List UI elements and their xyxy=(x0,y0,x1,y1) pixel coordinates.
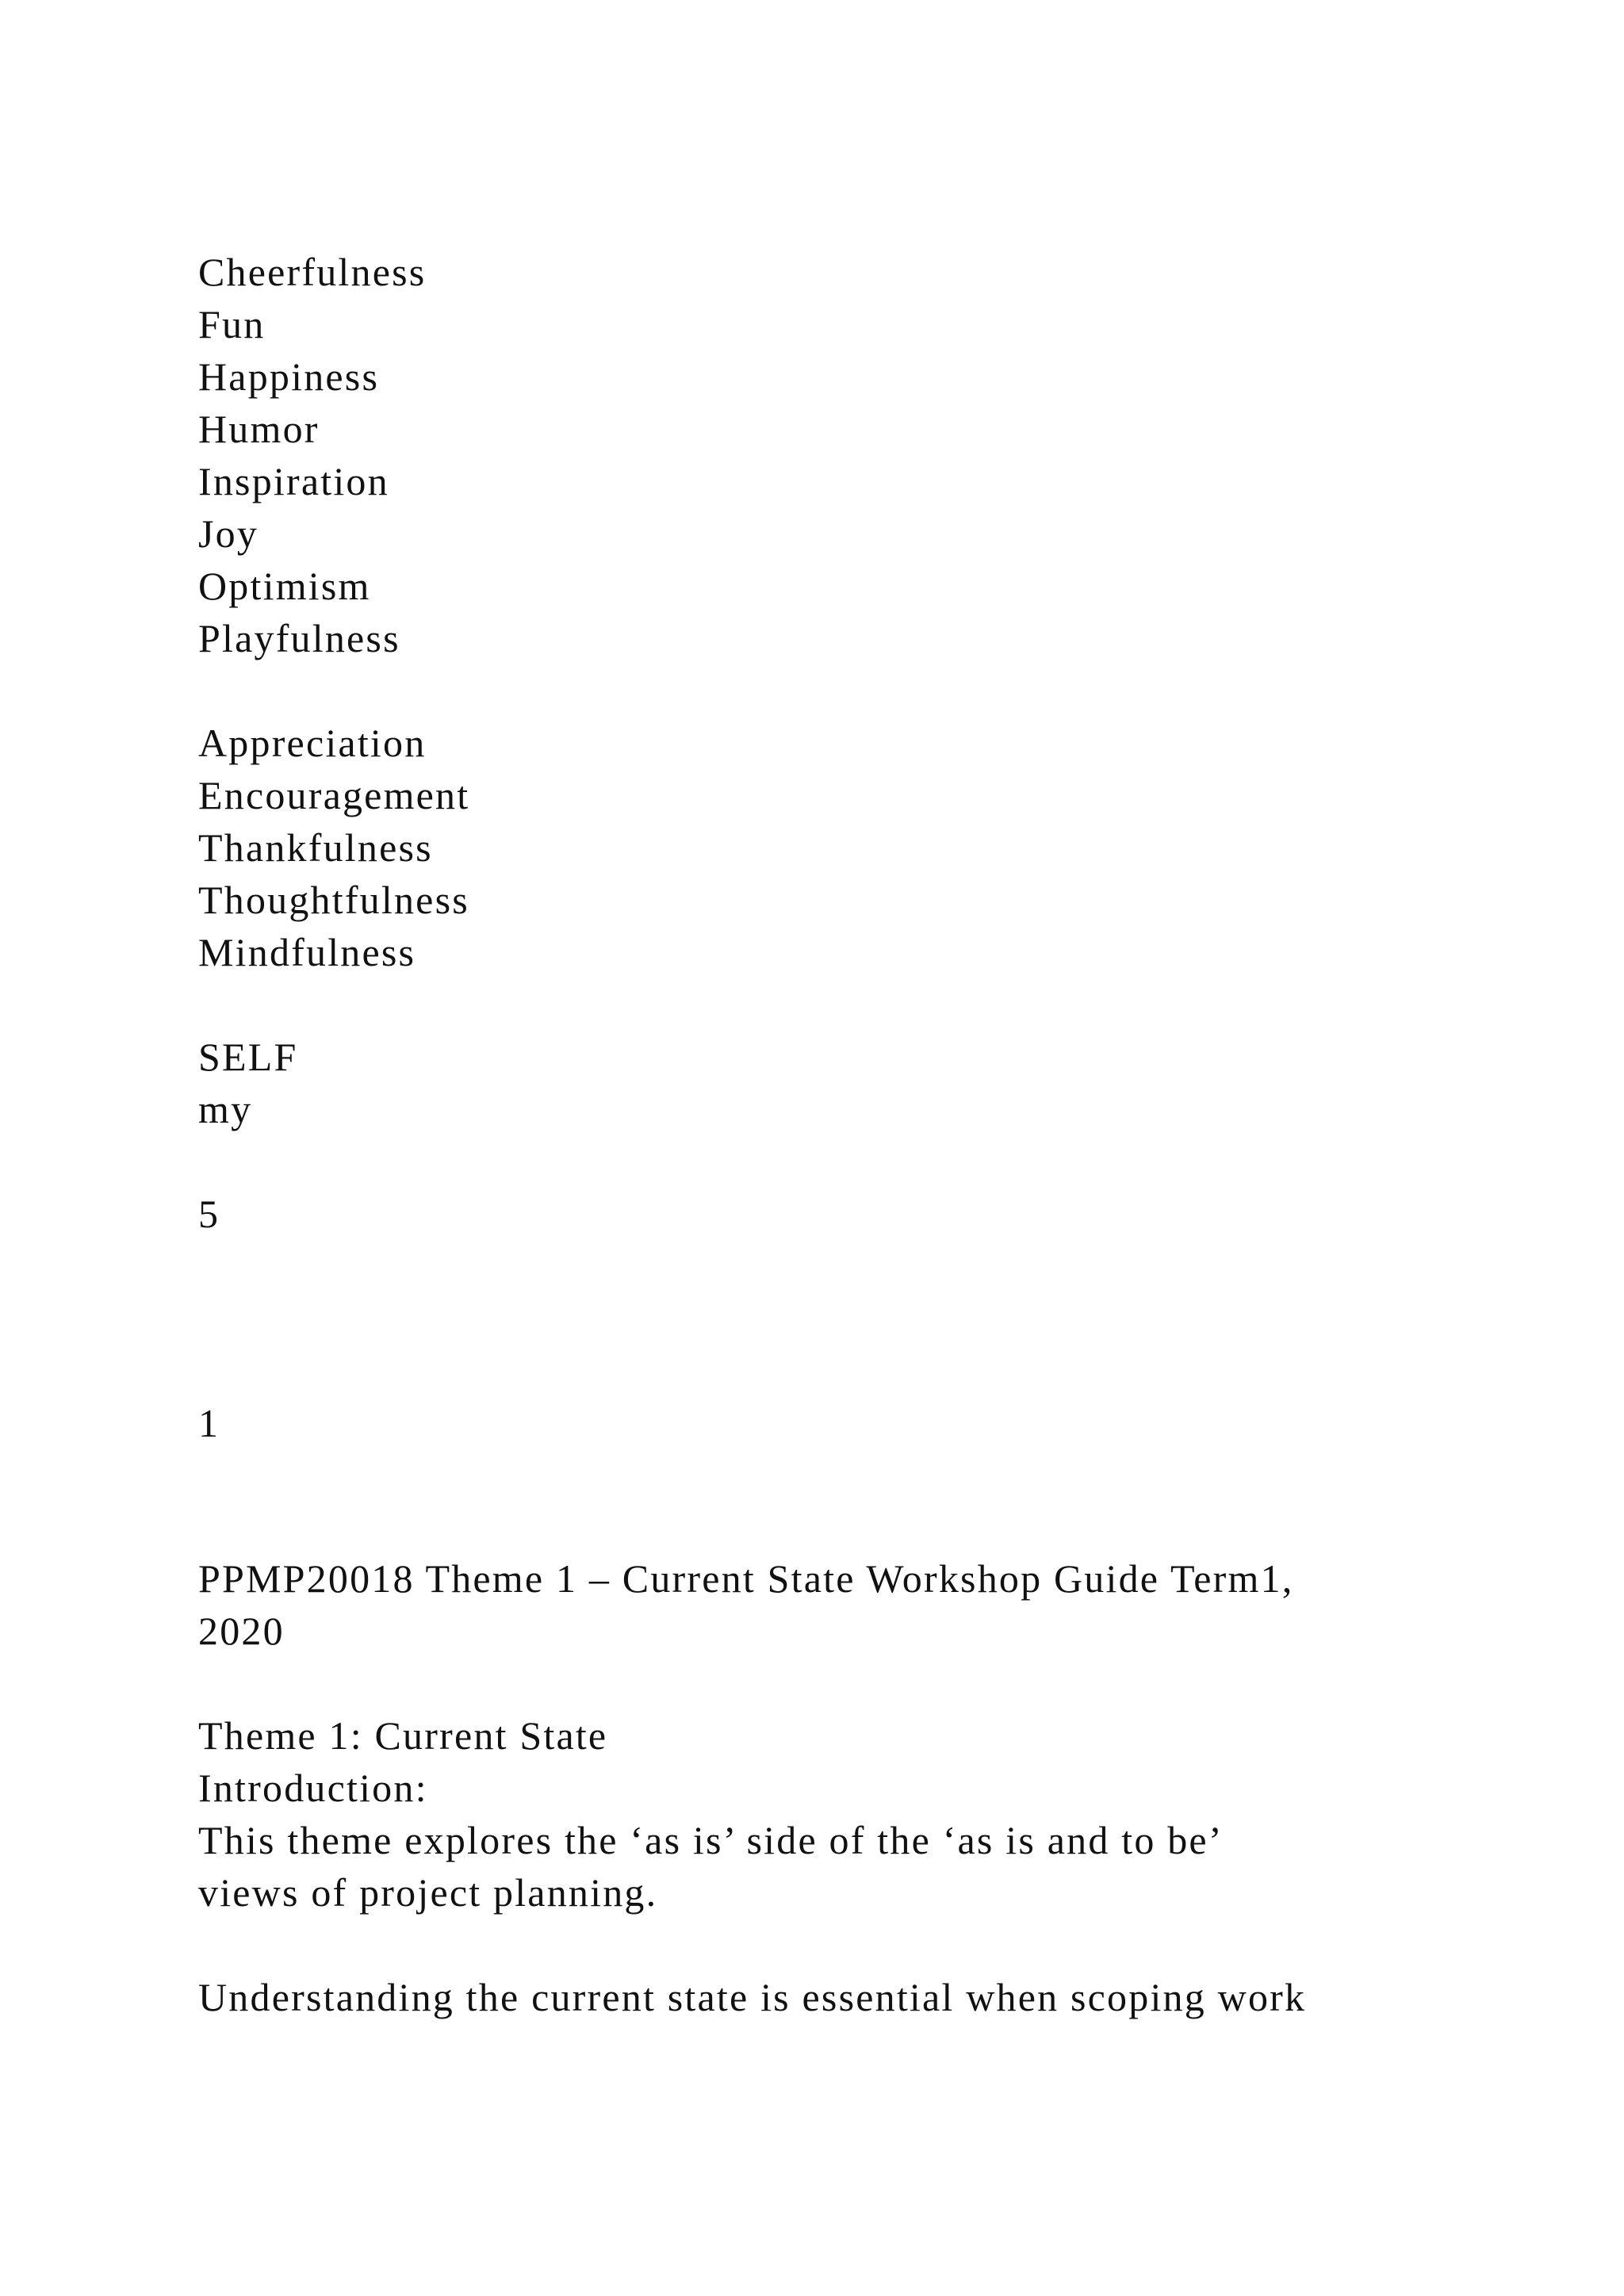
paragraph-line: Understanding the current state is essential when scoping work xyxy=(198,1975,1307,2019)
text-line: Fun xyxy=(198,302,266,346)
document-body xyxy=(198,246,1435,2023)
page-number: 5 xyxy=(198,1192,220,1236)
text-line: Thoughtfulness xyxy=(198,878,469,922)
text-line: Appreciation xyxy=(198,721,427,765)
blank-line xyxy=(198,664,1435,717)
page-number: 1 xyxy=(198,1401,220,1445)
text-line: Playfulness xyxy=(198,616,400,660)
document-heading: 2020 xyxy=(198,1609,285,1653)
text-line: Thankfulness xyxy=(198,825,433,870)
section-label: Introduction: xyxy=(198,1766,428,1810)
text-line: Cheerfulness xyxy=(198,250,427,294)
blank-line xyxy=(198,1657,1435,1709)
text-line: Optimism xyxy=(198,564,371,608)
blank-line xyxy=(198,978,1435,1031)
text-line: Inspiration xyxy=(198,459,389,503)
text-line: SELF xyxy=(198,1035,298,1079)
text-line: Happiness xyxy=(198,354,380,399)
blank-space xyxy=(198,1449,1435,1552)
paragraph-line: views of project planning. xyxy=(198,1870,658,1915)
text-line: Mindfulness xyxy=(198,930,416,974)
blank-line xyxy=(198,1135,1435,1188)
text-line: my xyxy=(198,1087,253,1131)
paragraph-line: This theme explores the ‘as is’ side of the ‘as is and to be’ xyxy=(198,1818,1224,1862)
text-line: Joy xyxy=(198,511,259,556)
text-line: Encouragement xyxy=(198,773,470,817)
document-heading: PPMP20018 Theme 1 – Current State Workshop Guide Term1, xyxy=(198,1556,1294,1601)
blank-line xyxy=(198,1919,1435,1971)
blank-space xyxy=(198,1240,1435,1397)
section-title: Theme 1: Current State xyxy=(198,1713,608,1758)
text-line: Humor xyxy=(198,407,320,451)
